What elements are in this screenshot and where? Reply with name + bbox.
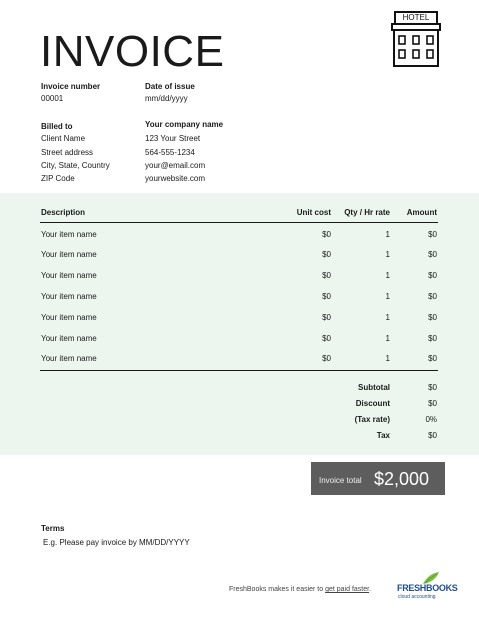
table-row [0, 271, 479, 283]
table-row [0, 334, 479, 346]
subtotal-label: Subtotal [358, 383, 390, 392]
tax-label: Tax [376, 431, 390, 440]
terms-label: Terms [41, 524, 65, 533]
hotel-logo-text: HOTEL [402, 13, 430, 22]
col-header-qty: Qty / Hr rate [344, 208, 390, 217]
item-unit-cost: $0 [322, 334, 331, 343]
item-amount: $0 [428, 354, 437, 363]
table-row [0, 292, 479, 304]
invoice-number-label: Invoice number [41, 82, 101, 91]
client-city: City, State, Country [41, 161, 110, 170]
client-name: Client Name [41, 134, 86, 143]
discount-value: $0 [428, 399, 437, 408]
footer-period: . [369, 586, 372, 593]
item-unit-cost: $0 [322, 271, 331, 280]
invoice-title: INVOICE [40, 27, 225, 76]
invoice-total-label: Invoice total [319, 476, 362, 485]
item-qty: 1 [385, 292, 390, 301]
discount-label: Discount [355, 399, 390, 408]
client-zip: ZIP Code [41, 174, 75, 183]
item-amount: $0 [428, 313, 437, 322]
table-row [0, 230, 479, 242]
table-row [0, 250, 479, 262]
invoice-number: 00001 [41, 94, 64, 103]
item-unit-cost: $0 [322, 230, 331, 239]
item-amount: $0 [428, 271, 437, 280]
company-email: your@email.com [145, 161, 206, 170]
freshbooks-logo: FRESHBOOKS [397, 583, 458, 593]
item-amount: $0 [428, 292, 437, 301]
item-description: Your item name [41, 230, 97, 239]
col-header-amount: Amount [406, 208, 437, 217]
subtotal-value: $0 [428, 383, 437, 392]
item-unit-cost: $0 [322, 354, 331, 363]
item-description: Your item name [41, 250, 97, 259]
tax-value: $0 [428, 431, 437, 440]
tax-rate-label: (Tax rate) [354, 415, 390, 424]
table-row [0, 354, 479, 366]
invoice-total-box [311, 462, 445, 495]
company-website: yourwebsite.com [145, 174, 206, 183]
item-description: Your item name [41, 292, 97, 301]
col-header-unit-cost: Unit cost [296, 208, 331, 217]
item-qty: 1 [385, 250, 390, 259]
tax-rate-value: 0% [425, 415, 437, 424]
item-qty: 1 [385, 271, 390, 280]
item-unit-cost: $0 [322, 313, 331, 322]
item-description: Your item name [41, 271, 97, 280]
company-street: 123 Your Street [145, 134, 201, 143]
company-phone: 564-555-1234 [145, 148, 195, 157]
get-paid-faster-link[interactable]: get paid faster [325, 586, 370, 593]
client-street: Street address [41, 148, 94, 157]
invoice-total-value: $2,000 [373, 469, 429, 489]
item-qty: 1 [385, 354, 390, 363]
table-header-divider [40, 222, 438, 223]
item-description: Your item name [41, 313, 97, 322]
item-description: Your item name [41, 354, 97, 363]
item-amount: $0 [428, 250, 437, 259]
terms-text: E.g. Please pay invoice by MM/DD/YYYY [43, 538, 190, 547]
item-amount: $0 [428, 230, 437, 239]
table-row [0, 313, 479, 325]
freshbooks-tagline: cloud accounting [398, 594, 436, 600]
table-footer-divider [40, 370, 438, 371]
item-description: Your item name [41, 334, 97, 343]
date-of-issue-label: Date of issue [145, 82, 195, 91]
date-of-issue: mm/dd/yyyy [145, 94, 188, 103]
col-header-description: Description [41, 208, 86, 217]
item-qty: 1 [385, 334, 390, 343]
billed-to-label: Billed to [41, 122, 73, 131]
item-amount: $0 [428, 334, 437, 343]
item-qty: 1 [385, 230, 390, 239]
footer-text: FreshBooks makes it easier to [229, 586, 326, 593]
item-qty: 1 [385, 313, 390, 322]
item-unit-cost: $0 [322, 292, 331, 301]
company-name-label: Your company name [145, 120, 224, 129]
item-unit-cost: $0 [322, 250, 331, 259]
footer-tagline [229, 586, 371, 593]
